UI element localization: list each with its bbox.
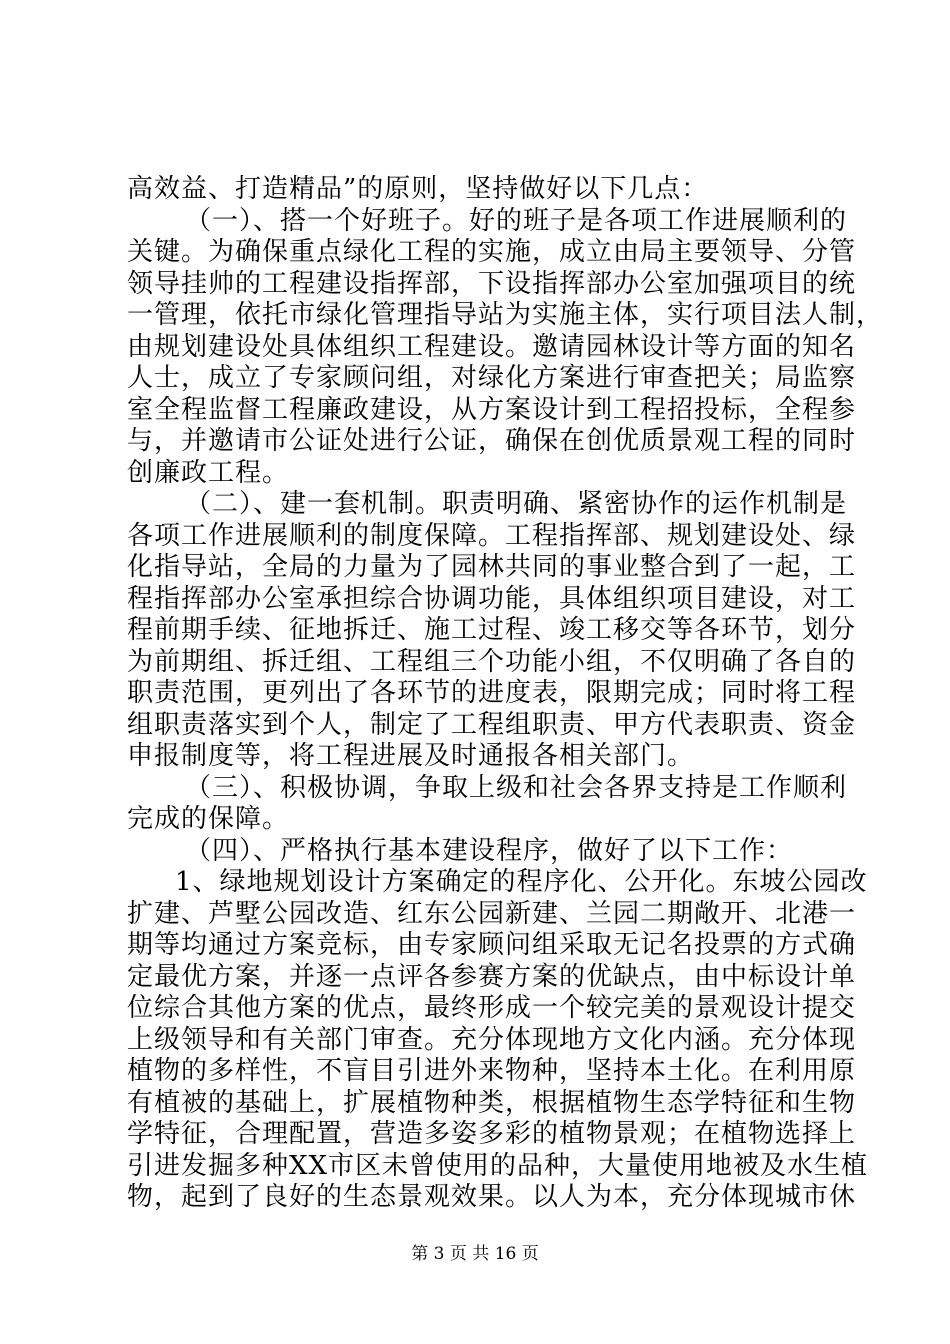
text-line: 申报制度等，将工程进展及时通报各相关部门。 [127,741,695,771]
text-line: 物，起到了良好的生态景观效果。以人为本，充分体现城市休 [127,1182,857,1212]
text-line: 为前期组、拆迁组、工程组三个功能小组，不仅明确了各自的 [127,646,857,677]
text-line: 高效益、打造精品”的原则，坚持做好以下几点： [127,174,709,204]
text-line: （一）、搭一个好班子。好的班子是各项工作进展顺利的 [185,205,848,236]
text-line: 植物的多样性，不盲目引进外来物种，坚持本土化。在利用原 [127,1056,857,1086]
text-line: 组职责落实到个人，制定了工程组职责、甲方代表职责、资金 [127,709,857,740]
text-line: 位综合其他方案的优点，最终形成一个较完美的景观设计提交 [127,993,857,1023]
text-line: 上级领导和有关部门审查。充分体现地方文化内涵。充分体现 [127,1024,857,1055]
text-line: 一管理，依托市绿化管理指导站为实施主体，实行项目法人制， [127,300,884,330]
text-line: 学特征，合理配置，营造多姿多彩的植物景观；在植物选择上 [127,1119,857,1149]
text-line: 各项工作进展顺利的制度保障。工程指挥部、规划建设处、绿 [127,520,857,551]
text-line: 程指挥部办公室承担综合协调功能，具体组织项目建设，对工 [127,583,857,614]
text-line: 室全程监督工程廉政建设，从方案设计到工程招投标，全程参 [127,394,857,425]
text-line: （三）、积极协调，争取上级和社会各界支持是工作顺利 [185,772,848,803]
text-line: 领导挂帅的工程建设指挥部，下设指挥部办公室加强项目的统 [127,268,857,299]
text-line: 创廉政工程。 [127,457,290,488]
text-line: 期等均通过方案竞标，由专家顾问组采取无记名投票的方式确 [127,930,857,960]
text-line: 1、绿地规划设计方案确定的程序化、公开化。东坡公园改 [175,867,868,897]
text-line: 职责范围，更列出了各环节的进度表，限期完成；同时将工程 [127,678,857,708]
page-footer: 第 3 页 共 16 页 [411,1244,539,1264]
text-line: 完成的保障。 [127,804,290,834]
text-line: 定最优方案，并逐一点评各参赛方案的优缺点，由中标设计单 [127,961,857,992]
text-line: 关键。为确保重点绿化工程的实施，成立由局主要领导、分管 [127,237,857,267]
text-line: 化指导站，全局的力量为了园林共同的事业整合到了一起，工 [127,552,857,582]
text-line: 由规划建设处具体组织工程建设。邀请园林设计等方面的知名 [127,331,857,362]
text-line: 扩建、芦墅公园改造、红东公园新建、兰园二期敞开、北港一 [127,898,857,929]
text-line: （二）、建一套机制。职责明确、紧密协作的运作机制是 [185,489,848,519]
text-line: （四）、严格执行基本建设程序，做好了以下工作： [185,835,794,866]
text-line: 引进发掘多种XX市区未曾使用的品种，大量使用地被及水生植 [127,1150,869,1181]
text-line: 人士，成立了专家顾问组，对绿化方案进行审查把关；局监察 [127,363,857,393]
text-line: 有植被的基础上，扩展植物种类，根据植物生态学特征和生物 [127,1087,857,1118]
text-line: 与，并邀请市公证处进行公证，确保在创优质景观工程的同时 [127,426,857,456]
text-line: 程前期手续、征地拆迁、施工过程、竣工移交等各环节，划分 [127,615,857,645]
